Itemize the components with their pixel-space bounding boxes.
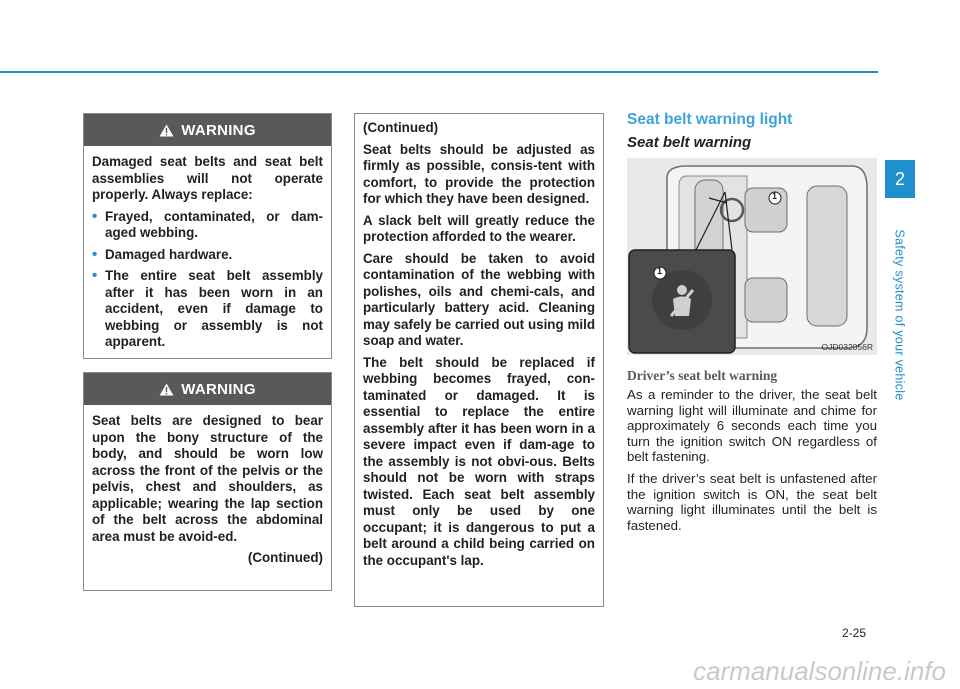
warning-box-belt-position bbox=[83, 372, 332, 591]
warning-box-damaged-belts bbox=[83, 113, 332, 359]
chapter-number-tab: 2 bbox=[885, 160, 915, 198]
warning-paragraph: A slack belt will greatly reduce the protection afforded to the wearer. bbox=[363, 212, 595, 244]
warning-triangle-icon bbox=[159, 124, 174, 137]
section-title: Seat belt warning light bbox=[627, 111, 793, 128]
warning-paragraph: The belt should be replaced if webbing becomes frayed, con-taminated or damaged. It is essential to replace the entire assembly after it has been worn in a severe impact even if dam-age to the assembly is not obvi-ous. Belts should not be worn with straps twisted. Each seat belt assembly must only be used by one occupant; it is dangerous to put a belt around a child being carried on the occupant's lap. bbox=[363, 354, 595, 568]
warning-paragraph: Seat belts should be adjusted as firmly as possible, consis-tent with comfort, to provide the protection for which they have been designed. bbox=[363, 141, 595, 206]
warning-paragraph: Care should be taken to avoid contamination of the webbing with polishes, oils and chemi-cals, and particularly battery acid. Cleaning may safely be carried out using mild soap and water. bbox=[363, 250, 595, 348]
watermark: carmanualsonline.info bbox=[693, 656, 946, 686]
warning-intro: Damaged seat belts and seat belt assemblies will not operate properly. Always replace: bbox=[92, 154, 323, 202]
header-rule bbox=[0, 71, 878, 73]
page-number: 2-25 bbox=[842, 626, 867, 640]
bullet-item: • Damaged hardware. bbox=[92, 247, 323, 264]
chapter-title: Safety system of your vehicle bbox=[893, 229, 907, 401]
continued-note: (Continued) bbox=[247, 550, 323, 565]
warning-label: WARNING bbox=[181, 121, 256, 139]
figure-code: OJD032056R bbox=[821, 342, 873, 352]
warning-header bbox=[84, 114, 331, 146]
body-paragraph: As a reminder to the driver, the seat belt warning light will illuminate and chime for approximately 6 seconds each time you turn the ignition switch ON regardless of belt fastening. bbox=[627, 387, 877, 465]
warning-header bbox=[84, 373, 331, 405]
callout-number: 1 bbox=[657, 266, 663, 276]
bullet-item: • Frayed, contaminated, or dam-aged webbing. bbox=[92, 209, 323, 242]
driver-warning-text bbox=[627, 387, 877, 539]
warning-body-text: Seat belts are designed to bear upon the bony structure of the body, and should be worn low across the front of the pelvis or the pelvis, chest and shoulders, as applicable; wearing the lap section of the belt across the abdominal area must be avoid-ed. bbox=[92, 413, 323, 544]
section-subtitle: Seat belt warning bbox=[627, 134, 752, 151]
warning-label: WARNING bbox=[181, 380, 256, 398]
body-paragraph: If the driver’s seat belt is unfastened after the ignition switch is ON, the seat belt warning light illuminates until the belt is fastened. bbox=[627, 470, 877, 533]
seat-belt-warning-figure bbox=[627, 158, 877, 355]
driver-warning-heading: Driver’s seat belt warning bbox=[627, 368, 778, 383]
bullet-item: • The entire seat belt assembly after it has been worn in an accident, even if damage to webbing or assembly is not apparent. bbox=[92, 268, 323, 351]
callout-number: 1 bbox=[772, 191, 778, 201]
warning-box-continued bbox=[354, 113, 604, 607]
warning-triangle-icon bbox=[159, 383, 174, 396]
car-interior-illustration bbox=[627, 158, 877, 355]
continued-label: (Continued) bbox=[363, 120, 439, 135]
